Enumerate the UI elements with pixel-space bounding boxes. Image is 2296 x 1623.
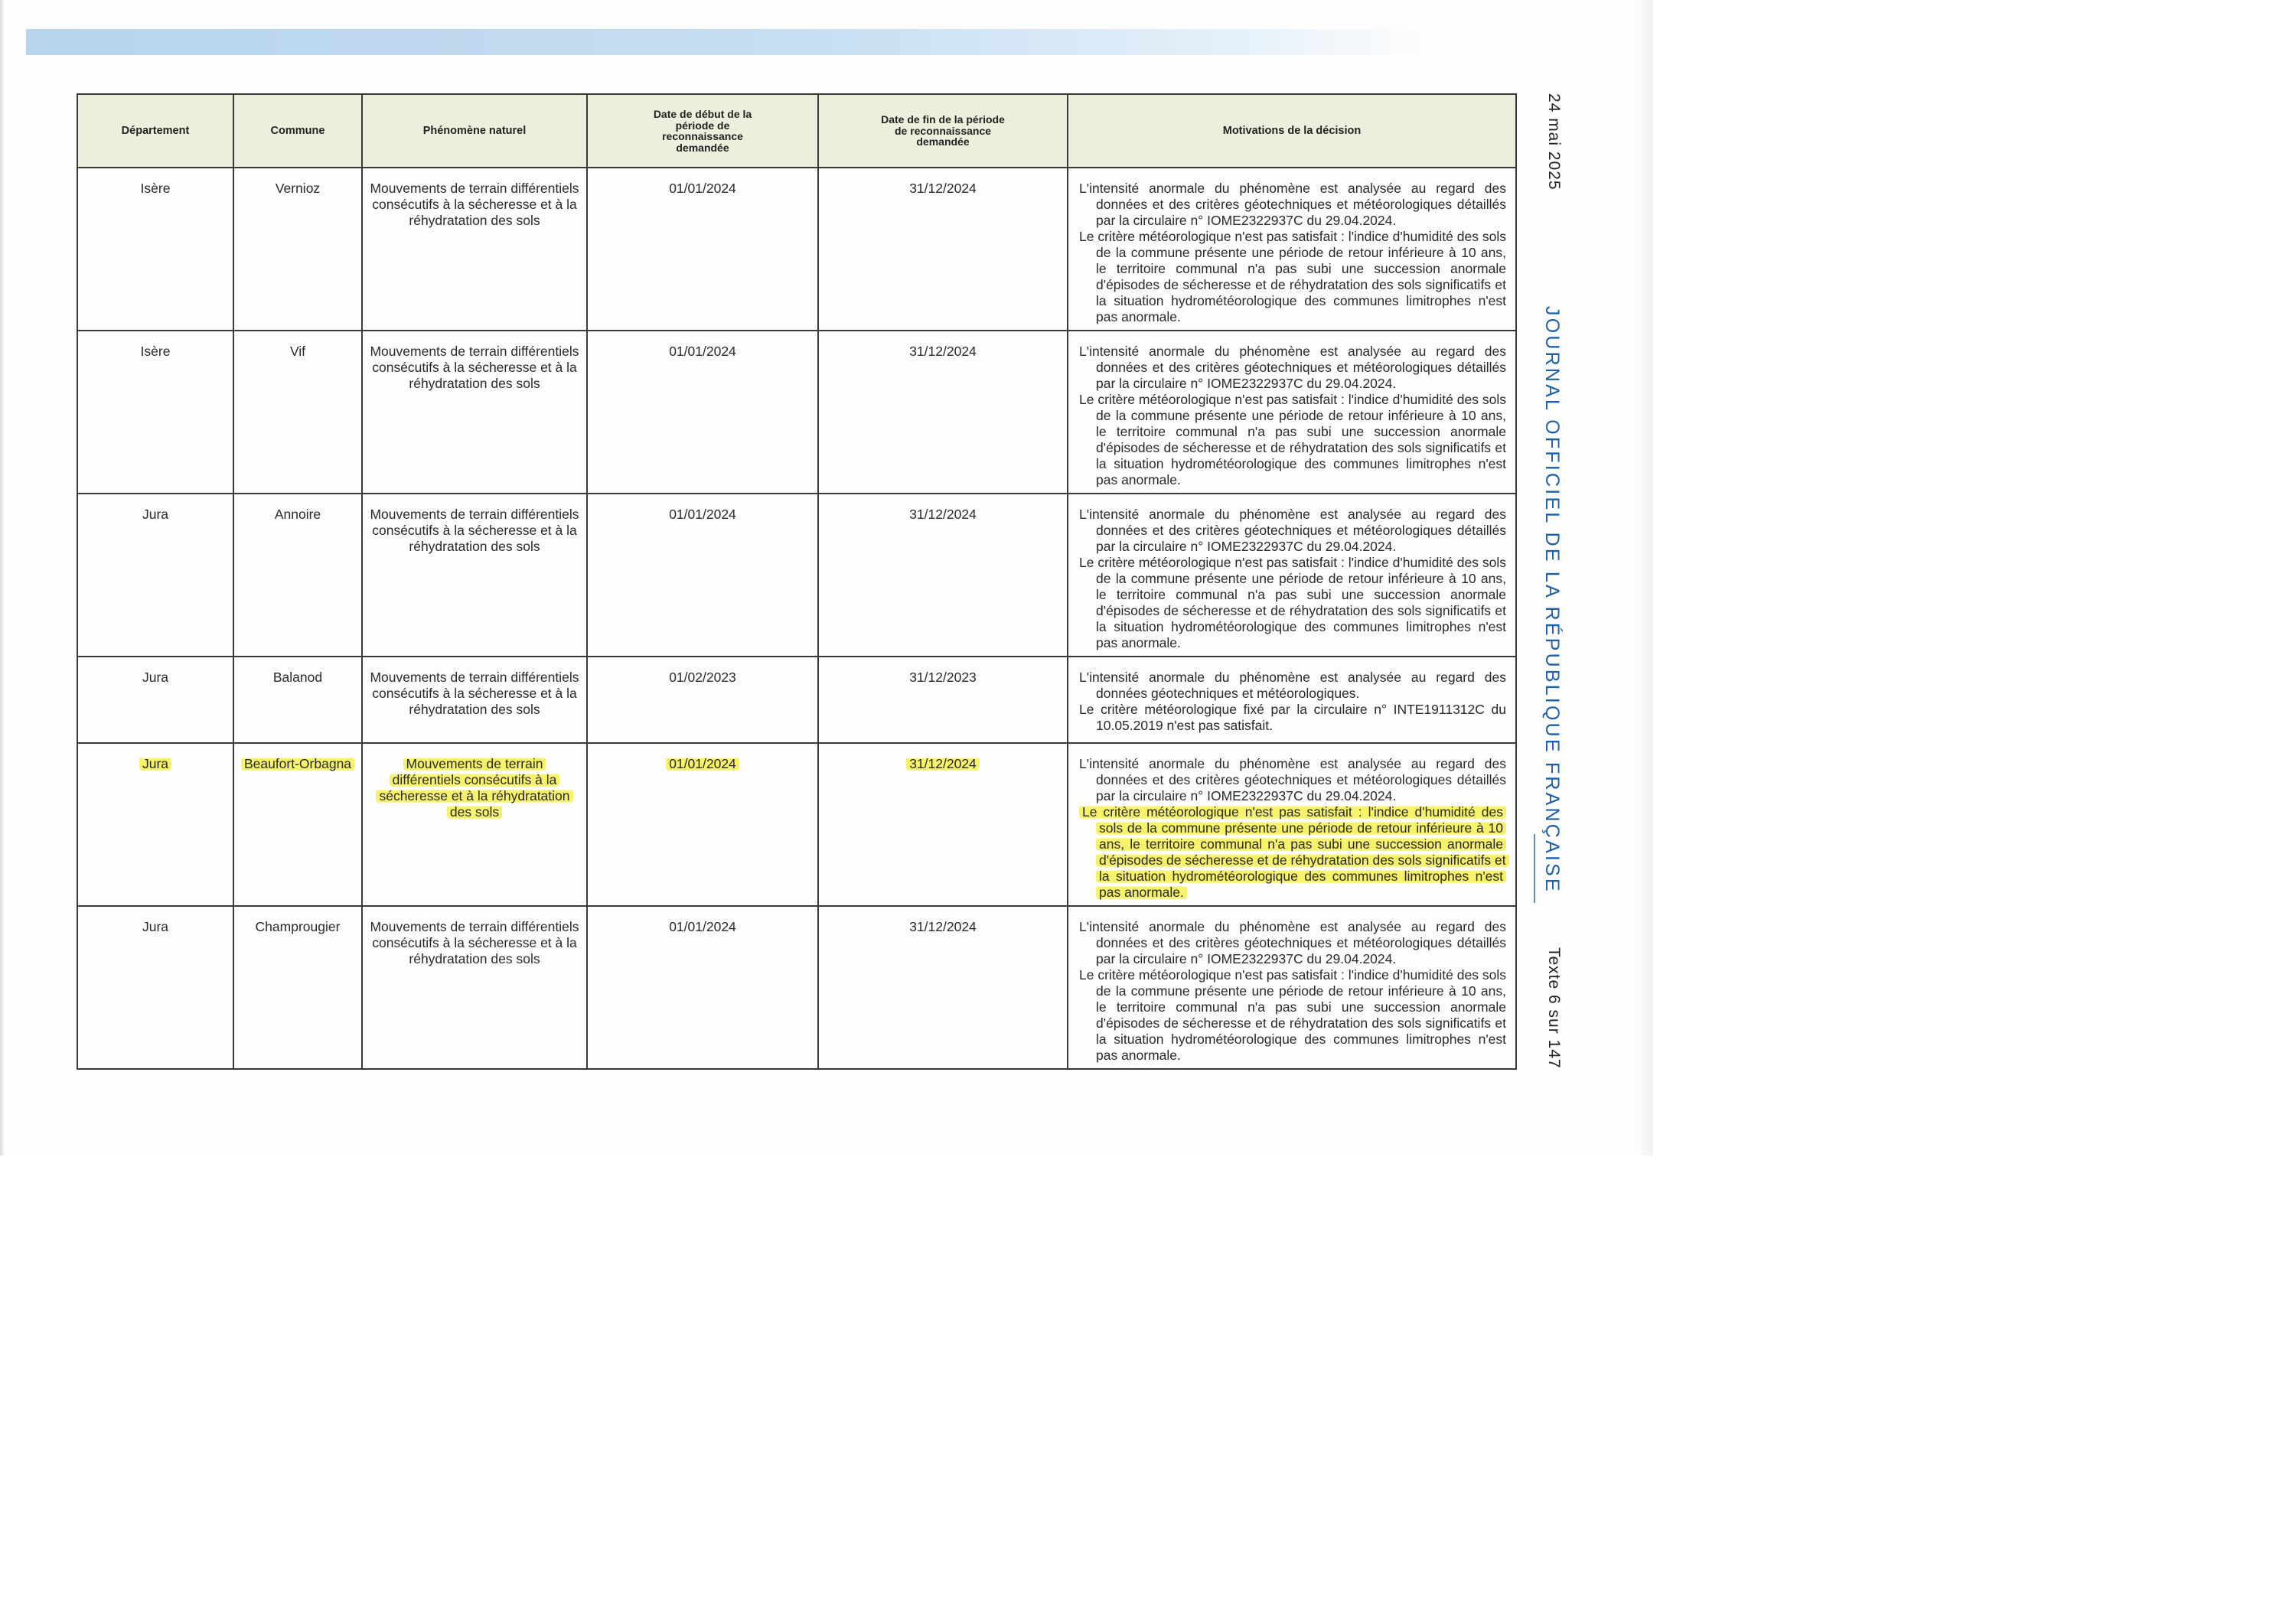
motivation-paragraph: L'intensité anormale du phénomène est analysée au regard des données et des critères géotechniques et météorologiques détaillés par la circulaire n° IOME2322937C du 29.04.2024. bbox=[1079, 507, 1506, 554]
cell-motivations bbox=[1068, 494, 1516, 657]
page-fold-shadow bbox=[1638, 0, 1653, 1155]
header-phenomene: Phénomène naturel bbox=[362, 94, 587, 168]
cell-motivations bbox=[1068, 331, 1516, 494]
cell-phenomene: Mouvements de terrain différentiels consécutifs à la sécheresse et à la réhydratation des sols bbox=[362, 657, 587, 743]
journal-title: JOURNAL OFFICIEL DE LA RÉPUBLIQUE FRANÇAISE bbox=[1541, 306, 1563, 894]
table-row bbox=[77, 331, 1516, 494]
header-date-fin: Date de fin de la période de reconnaissance demandée bbox=[818, 94, 1068, 168]
cell-phenomene: Mouvements de terrain différentiels consécutifs à la sécheresse et à la réhydratation des sols bbox=[362, 494, 587, 657]
cell-motivations bbox=[1068, 906, 1516, 1069]
cell-date-debut: 01/01/2024 bbox=[587, 331, 818, 494]
highlighted-text: Le critère météorologique n'est pas satisfait : l'indice d'humidité des sols de la commune présente une période de retour inférieure à 10 ans, le territoire communal n'a pas subi une succession anormale d'épisodes de sécheresse et de réhydratation des sols significatifs et la situation hydrométéorologique des communes limitrophes n'est pas anormale. bbox=[1079, 804, 1509, 900]
motivation-paragraph: L'intensité anormale du phénomène est analysée au regard des données et des critères géotechniques et météorologiques détaillés par la circulaire n° IOME2322937C du 29.04.2024. bbox=[1079, 919, 1506, 966]
sidebar-divider bbox=[1534, 834, 1535, 903]
motivation-paragraph: Le critère météorologique n'est pas satisfait : l'indice d'humidité des sols de la commune présente une période de retour inférieure à 10 ans, le territoire communal n'a pas subi une succession anormale d'épisodes de sécheresse et de réhydratation des sols significatifs et la situation hydrométéorologique des communes limitrophes n'est pas anormale. bbox=[1079, 392, 1506, 487]
motivation-paragraph: Le critère météorologique fixé par la circulaire n° INTE1911312C du 10.05.2019 n'est pas satisfait. bbox=[1079, 702, 1506, 733]
text-counter: Texte 6 sur 147 bbox=[1545, 947, 1563, 1069]
highlighted-text: Beaufort-Orbagna bbox=[241, 756, 354, 771]
cell-commune: Vernioz bbox=[233, 168, 362, 331]
cell-departement: Jura bbox=[77, 906, 233, 1069]
cell-motivations bbox=[1068, 743, 1516, 906]
cell-date-debut: 01/02/2023 bbox=[587, 657, 818, 743]
cell-phenomene: Mouvements de terrain différentiels consécutifs à la sécheresse et à la réhydratation des sols bbox=[362, 331, 587, 494]
header-commune: Commune bbox=[233, 94, 362, 168]
cell-commune: Annoire bbox=[233, 494, 362, 657]
table-row-highlighted bbox=[77, 743, 1516, 906]
motivation-paragraph: L'intensité anormale du phénomène est analysée au regard des données géotechniques et météorologiques. bbox=[1079, 670, 1506, 701]
table-row bbox=[77, 906, 1516, 1069]
highlighted-text: 01/01/2024 bbox=[666, 756, 739, 771]
cell-departement: Isère bbox=[77, 168, 233, 331]
table-row bbox=[77, 168, 1516, 331]
cell-date-debut: 01/01/2024 bbox=[587, 906, 818, 1069]
motivation-paragraph: L'intensité anormale du phénomène est analysée au regard des données et des critères géotechniques et météorologiques détaillés par la circulaire n° IOME2322937C du 29.04.2024. bbox=[1079, 344, 1506, 391]
cell-commune: Vif bbox=[233, 331, 362, 494]
cell-date-debut: 01/01/2024 bbox=[587, 494, 818, 657]
cell-date-fin: 31/12/2023 bbox=[818, 657, 1068, 743]
motivation-paragraph: Le critère météorologique n'est pas satisfait : l'indice d'humidité des sols de la commune présente une période de retour inférieure à 10 ans, le territoire communal n'a pas subi une succession anormale d'épisodes de sécheresse et de réhydratation des sols significatifs et la situation hydrométéorologique des communes limitrophes n'est pas anormale. bbox=[1079, 555, 1506, 650]
cell-date-fin: 31/12/2024 bbox=[818, 331, 1068, 494]
highlighted-text: 31/12/2024 bbox=[906, 756, 980, 771]
motivation-paragraph: L'intensité anormale du phénomène est analysée au regard des données et des critères géotechniques et météorologiques détaillés par la circulaire n° IOME2322937C du 29.04.2024. bbox=[1079, 181, 1506, 228]
page-edge-shadow bbox=[0, 0, 5, 1155]
header-date-debut: Date de début de la période de reconnaissance demandée bbox=[587, 94, 818, 168]
cell-commune: Champrougier bbox=[233, 906, 362, 1069]
cell-commune: Balanod bbox=[233, 657, 362, 743]
cell-date-fin: 31/12/2024 bbox=[818, 494, 1068, 657]
cell-date-fin: 31/12/2024 bbox=[818, 168, 1068, 331]
highlighted-text: Jura bbox=[139, 756, 171, 771]
journal-header-band bbox=[26, 29, 1427, 55]
cell-phenomene: Mouvements de terrain différentiels consécutifs à la sécheresse et à la réhydratation des sols bbox=[362, 168, 587, 331]
cell-date-debut bbox=[587, 743, 818, 906]
highlighted-text: Mouvements de terrain différentiels consécutifs à la sécheresse et à la réhydratation des sols bbox=[376, 756, 572, 820]
cell-departement bbox=[77, 743, 233, 906]
cell-date-fin: 31/12/2024 bbox=[818, 906, 1068, 1069]
cell-phenomene: Mouvements de terrain différentiels consécutifs à la sécheresse et à la réhydratation des sols bbox=[362, 906, 587, 1069]
decision-table bbox=[77, 93, 1517, 1070]
cell-phenomene bbox=[362, 743, 587, 906]
cell-commune bbox=[233, 743, 362, 906]
motivation-paragraph: Le critère météorologique n'est pas satisfait : l'indice d'humidité des sols de la commune présente une période de retour inférieure à 10 ans, le territoire communal n'a pas subi une succession anormale d'épisodes de sécheresse et de réhydratation des sols significatifs et la situation hydrométéorologique des communes limitrophes n'est pas anormale. bbox=[1079, 967, 1506, 1063]
motivation-paragraph: L'intensité anormale du phénomène est analysée au regard des données et des critères géotechniques et météorologiques détaillés par la circulaire n° IOME2322937C du 29.04.2024. bbox=[1079, 756, 1506, 803]
cell-date-fin bbox=[818, 743, 1068, 906]
motivation-paragraph: Le critère météorologique n'est pas satisfait : l'indice d'humidité des sols de la commune présente une période de retour inférieure à 10 ans, le territoire communal n'a pas subi une succession anormale d'épisodes de sécheresse et de réhydratation des sols significatifs et la situation hydrométéorologique des communes limitrophes n'est pas anormale. bbox=[1079, 229, 1506, 324]
cell-motivations bbox=[1068, 168, 1516, 331]
table-row bbox=[77, 494, 1516, 657]
table-row bbox=[77, 657, 1516, 743]
cell-departement: Jura bbox=[77, 657, 233, 743]
cell-date-debut: 01/01/2024 bbox=[587, 168, 818, 331]
header-motivations: Motivations de la décision bbox=[1068, 94, 1516, 168]
table-header-row bbox=[77, 94, 1516, 168]
cell-departement: Isère bbox=[77, 331, 233, 494]
publication-date: 24 mai 2025 bbox=[1545, 93, 1563, 191]
header-departement: Département bbox=[77, 94, 233, 168]
motivation-paragraph bbox=[1079, 804, 1506, 901]
cell-motivations bbox=[1068, 657, 1516, 743]
cell-departement: Jura bbox=[77, 494, 233, 657]
